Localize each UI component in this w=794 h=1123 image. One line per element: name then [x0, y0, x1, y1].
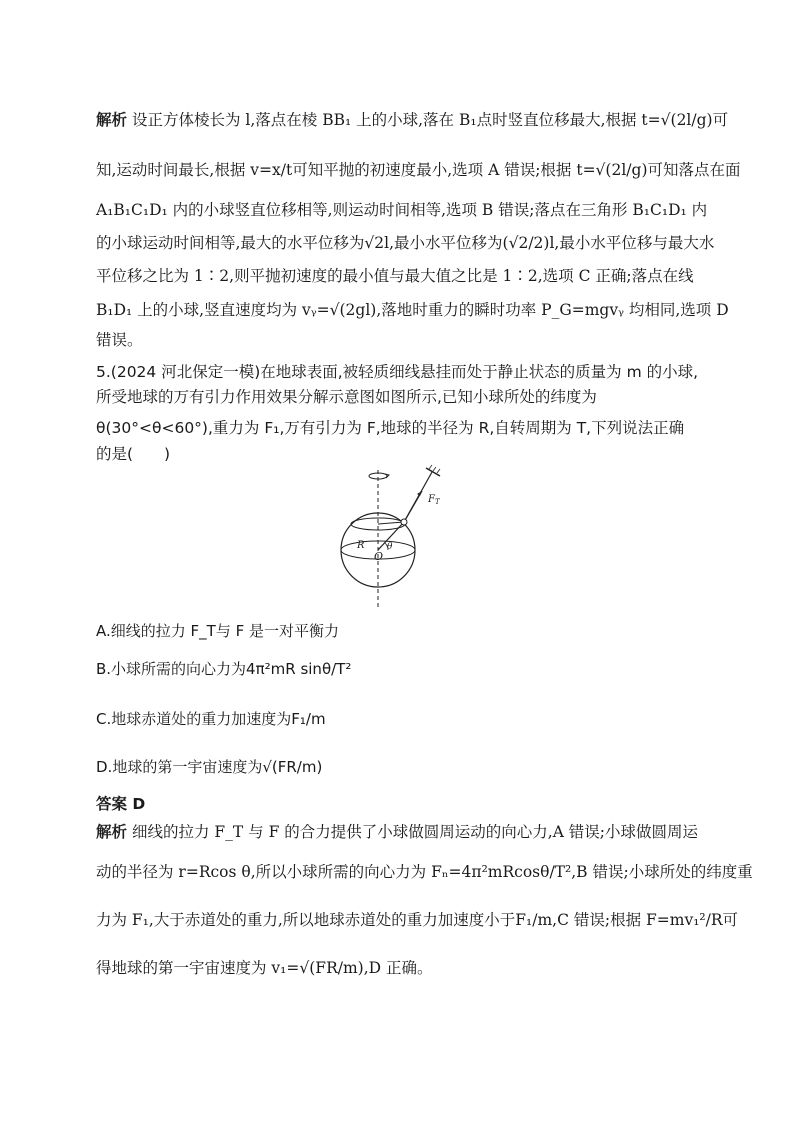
- question5-line-4: 的是( ): [96, 445, 171, 463]
- tension-arrow: [404, 491, 422, 522]
- tension-label: $F_T$: [428, 494, 440, 506]
- solution2-line-3: 力为 F₁,大于赤道处的重力,所以地球赤道处的重力加速度小于F₁/m,C 错误;根据 F=mv₁²/R可: [96, 911, 739, 929]
- answer: 答案 D: [96, 795, 146, 813]
- option-c: C.地球赤道处的重力加速度为F₁/m: [96, 710, 326, 728]
- solution1-line-3: A₁B₁C₁D₁ 内的小球竖直位移相等,则运动时间相等,选项 B 错误;落点在三角形 B₁C₁D₁ 内: [96, 201, 708, 219]
- option-d: D.地球的第一宇宙速度为√(FR/m): [96, 758, 323, 776]
- solution1-line-6: B₁D₁ 上的小球,竖直速度均为 vᵧ=√(2gl),落地时重力的瞬时功率 P_G=mgvᵧ 均相同,选项 D: [96, 301, 729, 319]
- solution1-line-5: 平位移之比为 1∶2,则平抛初速度的最小值与最大值之比是 1∶2,选项 C 正确;落点在线: [96, 267, 694, 285]
- solution2-line-2: 动的半径为 r=Rcos θ,所以小球所需的向心力为 Fₙ=4π²mRcosθ/T²,B 错误;小球所处的纬度重: [96, 863, 753, 881]
- solution1-line-7: 错误。: [96, 331, 143, 349]
- ball: [401, 519, 407, 525]
- solution2-tag: 解析: [96, 823, 128, 841]
- option-a: A.细线的拉力 F_T与 F 是一对平衡力: [96, 622, 339, 640]
- solution1-line-1: 解析 设正方体棱长为 l,落点在棱 BB₁ 上的小球,落在 B₁点时竖直位移最大,根据 t=√(2l/g)可: [96, 111, 729, 129]
- solution1-line-4: 的小球运动时间相等,最大的水平位移为√2l,最小水平位移为(√2/2)l,最小水平位移与最大水: [96, 234, 715, 252]
- solution2-line-1: 解析 细线的拉力 F_T 与 F 的合力提供了小球做圆周运动的向心力,A 错误;小球做圆周运: [96, 823, 699, 841]
- radius-label: R: [357, 540, 365, 551]
- solution1-line-2: 知,运动时间最长,根据 v=x/t可知平抛的初速度最小,选项 A 错误;根据 t=√(2l/g)可知落点在面: [96, 161, 741, 179]
- solution1-tag: 解析: [96, 111, 128, 129]
- solution2-line-4: 得地球的第一宇宙速度为 v₁=√(FR/m),D 正确。: [96, 959, 433, 977]
- earth-force-diagram: [330, 458, 470, 616]
- question5-line-1: 5.(2024 河北保定一模)在地球表面,被轻质细线悬挂而处于静止状态的质量为 m 的小球,: [96, 363, 699, 381]
- question5-line-2: 所受地球的万有引力作用效果分解示意图如图所示,已知小球所处的纬度为: [96, 388, 597, 406]
- option-b: B.小球所需的向心力为4π²mR sinθ/T²: [96, 660, 352, 678]
- center-label: O: [374, 550, 384, 563]
- angle-label: θ: [387, 542, 393, 552]
- question5-line-3: θ(30°<θ<60°),重力为 F₁,万有引力为 F,地球的半径为 R,自转周期为 T,下列说法正确: [96, 419, 685, 437]
